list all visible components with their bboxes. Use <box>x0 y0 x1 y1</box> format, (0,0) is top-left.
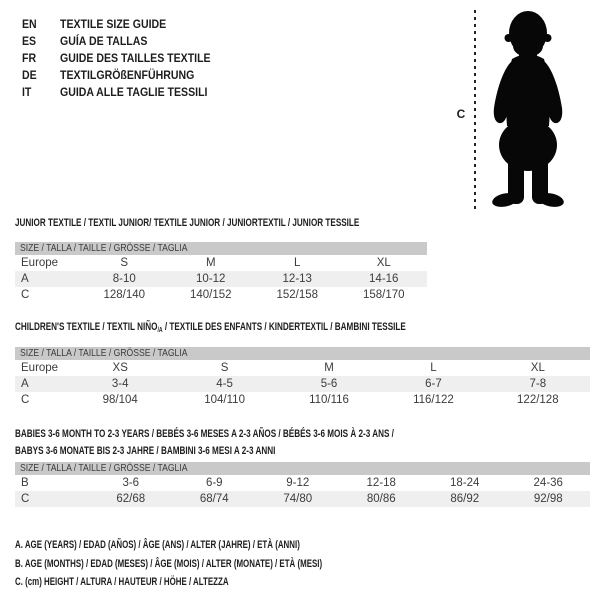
babies-heading-line2: BABYS 3-6 MONATE BIS 2-3 JAHRE / BAMBINI 3-6 MESI A 2-3 ANNI <box>15 445 276 457</box>
table-cell: 152/158 <box>276 289 319 301</box>
size-table-header-text: SIZE / TALLA / TAILLE / GRÖSSE / TAGLIA <box>20 347 188 359</box>
language-code: EN <box>22 16 37 31</box>
toddler-silhouette-image <box>483 8 575 210</box>
table-cell: 140/152 <box>189 289 232 301</box>
language-code: DE <box>22 68 37 83</box>
height-measure-dotted-line <box>474 10 476 210</box>
table-cell: 104/110 <box>204 394 245 406</box>
table-cell: 80/86 <box>366 493 396 505</box>
language-title: GUIDA ALLE TAGLIE TESSILI <box>60 85 208 100</box>
table-cell: 6-7 <box>425 378 442 390</box>
table-cell: 4-5 <box>216 378 233 390</box>
table-cell: 3-4 <box>111 378 129 390</box>
size-table-header-text: SIZE / TALLA / TAILLE / GRÖSSE / TAGLIA <box>20 462 188 474</box>
children-heading-post: / TEXTILE DES ENFANTS / KINDERTEXTIL / BAMBINI TESSILE <box>162 321 406 333</box>
table-cell: 158/170 <box>362 289 405 301</box>
size-table-header <box>15 462 590 475</box>
size-table-header-text: SIZE / TALLA / TAILLE / GRÖSSE / TAGLIA <box>20 242 188 254</box>
table-cell: 14-16 <box>369 273 399 285</box>
table-cell: 8-10 <box>112 273 136 285</box>
language-row-es <box>22 32 231 49</box>
row-label: A <box>21 378 29 390</box>
legend-line-b: B. AGE (MONTHS) / EDAD (MESES) / ÂGE (MOIS) / ALTER (MONATE) / ETÀ (MESI) <box>15 557 323 570</box>
table-cell: M <box>324 362 334 374</box>
language-code: IT <box>22 85 32 100</box>
row-label: Europe <box>21 257 59 269</box>
table-cell: XL <box>530 362 545 374</box>
junior-section-heading: JUNIOR TEXTILE / TEXTIL JUNIOR/ TEXTILE JUNIOR / JUNIORTEXTIL / JUNIOR TESSILE <box>15 217 360 229</box>
row-label: C <box>21 289 30 301</box>
row-label: C <box>21 394 30 406</box>
table-cell: S <box>220 362 229 374</box>
junior-table-body <box>15 255 427 303</box>
junior-size-table <box>15 242 427 303</box>
table-cell: XS <box>112 362 128 374</box>
children-heading-pre: CHILDREN'S TEXTILE / TEXTIL NIÑO <box>15 321 158 333</box>
table-row <box>15 392 590 408</box>
table-cell: 18-24 <box>450 477 480 489</box>
language-code: FR <box>22 50 37 65</box>
table-cell: 12-13 <box>282 273 312 285</box>
table-row <box>15 255 427 271</box>
table-cell: 86/92 <box>450 493 480 505</box>
table-cell: S <box>120 257 129 269</box>
size-table-header <box>15 347 590 360</box>
table-row <box>15 287 427 303</box>
table-cell: M <box>205 257 216 269</box>
row-label: Europe <box>21 362 59 374</box>
table-cell: 24-36 <box>533 477 563 489</box>
table-cell: 5-6 <box>320 378 338 390</box>
table-cell: 68/74 <box>199 493 229 505</box>
row-label: B <box>21 477 29 489</box>
table-cell: 110/116 <box>309 394 349 406</box>
table-cell: 12-18 <box>366 477 396 489</box>
table-cell: L <box>430 362 437 374</box>
language-row-en <box>22 15 231 32</box>
language-row-de <box>22 67 231 84</box>
row-label: C <box>21 493 30 505</box>
table-row <box>15 271 427 287</box>
table-cell: 92/98 <box>533 493 563 505</box>
children-table-body <box>15 360 590 408</box>
table-cell: 116/122 <box>413 394 454 406</box>
table-cell: 62/68 <box>116 493 146 505</box>
table-row <box>15 475 590 491</box>
table-cell: 3-6 <box>122 477 140 489</box>
table-cell: 122/128 <box>517 394 559 406</box>
table-cell: 6-9 <box>205 477 223 489</box>
table-cell: 9-12 <box>286 477 310 489</box>
table-cell: 128/140 <box>103 289 146 301</box>
language-title-list <box>22 15 231 101</box>
table-row <box>15 376 590 392</box>
row-label: A <box>21 273 29 285</box>
table-cell: 7-8 <box>529 378 547 390</box>
table-cell: 10-12 <box>196 273 226 285</box>
language-title: GUÍA DE TALLAS <box>60 33 148 48</box>
measurement-legend <box>15 536 442 592</box>
children-section-heading <box>15 321 406 337</box>
table-cell: 74/80 <box>283 493 313 505</box>
language-title: TEXTILGRÖßENFÜHRUNG <box>60 68 195 83</box>
babies-size-table <box>15 462 590 507</box>
table-cell: 98/104 <box>102 394 138 406</box>
language-row-it <box>22 84 231 101</box>
babies-table-body <box>15 475 590 507</box>
babies-heading-line1: BABIES 3-6 MONTH TO 2-3 YEARS / BEBÉS 3-6 MESES A 2-3 AÑOS / BÉBÉS 3-6 MOIS À 2-3 ANS / <box>15 428 394 440</box>
language-code: ES <box>22 33 37 48</box>
babies-section-heading <box>15 426 394 460</box>
legend-line-a: A. AGE (YEARS) / EDAD (AÑOS) / ÂGE (ANS) / ALTER (JAHRE) / ETÀ (ANNI) <box>15 539 300 551</box>
table-cell: XL <box>376 257 391 269</box>
table-row <box>15 360 590 376</box>
table-row <box>15 491 590 507</box>
children-heading-subscript: /A <box>157 327 163 334</box>
height-measure-label: C <box>456 107 466 121</box>
language-title: TEXTILE SIZE GUIDE <box>60 16 167 31</box>
size-table-header <box>15 242 427 255</box>
table-cell: L <box>294 257 301 269</box>
language-row-fr <box>22 49 231 66</box>
children-size-table <box>15 347 590 408</box>
language-title: GUIDE DES TAILLES TEXTILE <box>60 50 211 65</box>
legend-line-c: C. (cm) HEIGHT / ALTURA / HAUTEUR / HÖHE / ALTEZZA <box>15 576 229 589</box>
